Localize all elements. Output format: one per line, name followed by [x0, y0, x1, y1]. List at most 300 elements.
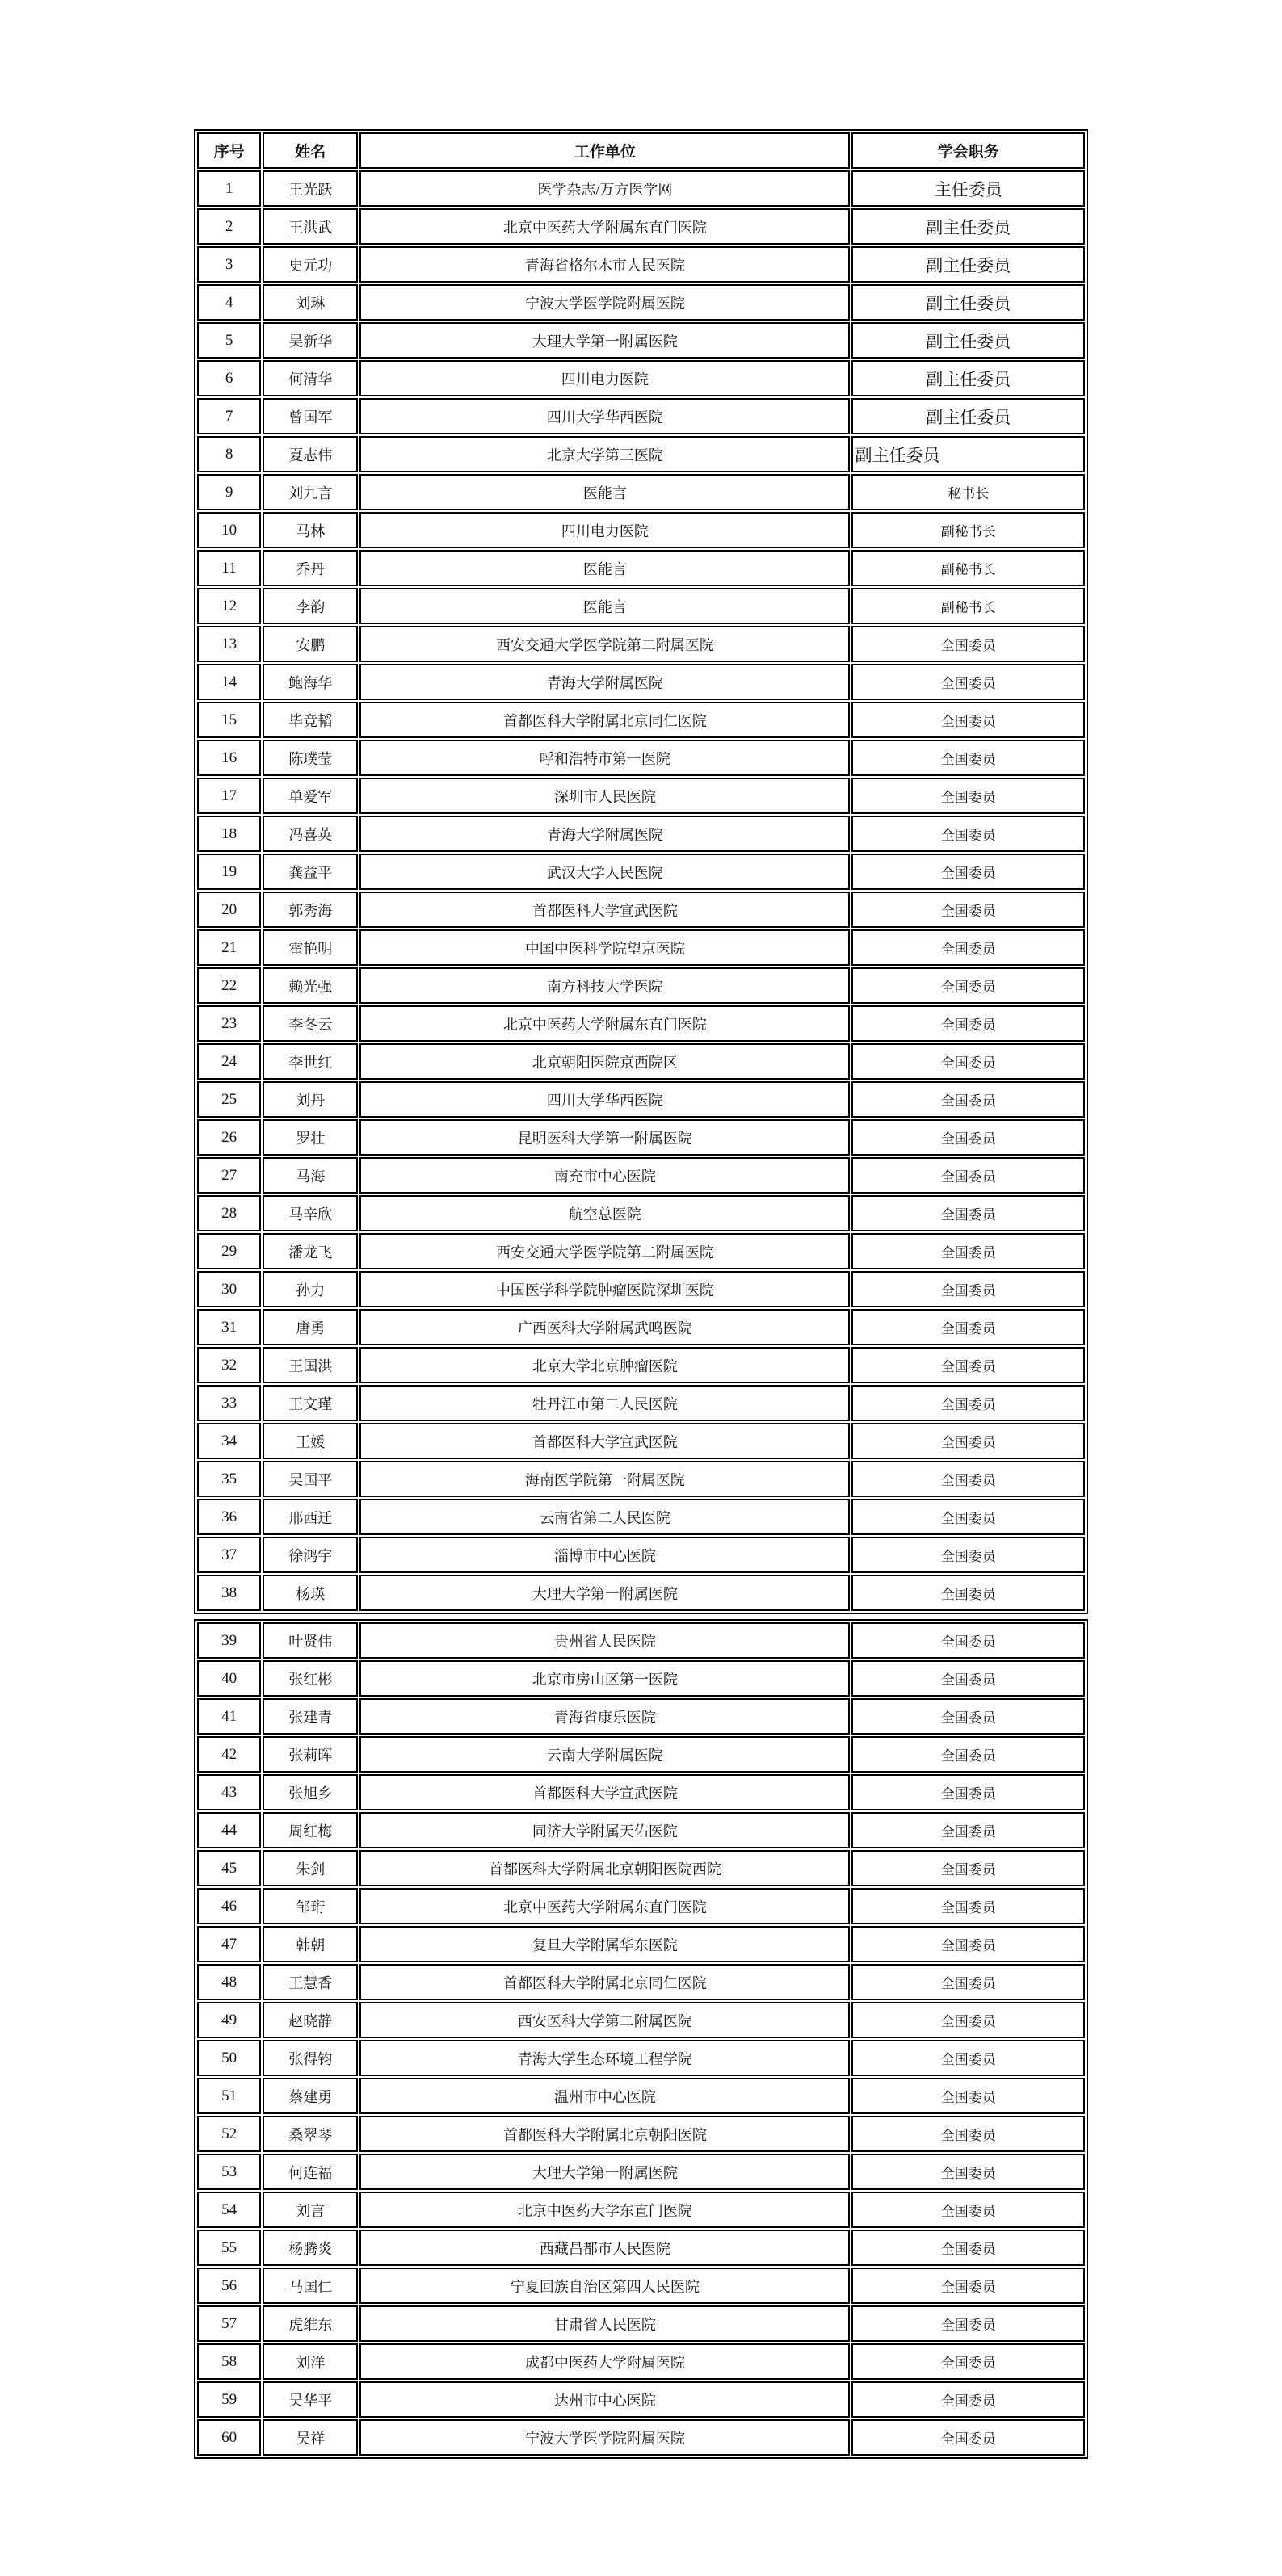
table-row: [197, 2381, 1085, 2418]
table-row: [197, 284, 1085, 321]
member-name-cell: 鲍海华: [263, 664, 358, 700]
work-unit-cell: 医能言: [359, 588, 850, 624]
work-unit-cell: 广西医科大学附属武鸣医院: [359, 1309, 850, 1345]
work-unit-cell: 首都医科大学附属北京同仁医院: [359, 1964, 850, 2000]
work-unit-cell: 四川大学华西医院: [359, 1081, 850, 1118]
member-name-cell: 刘九言: [263, 474, 358, 510]
society-role-cell: 全国委员: [851, 2419, 1085, 2456]
member-name-cell: 单爱军: [263, 778, 358, 814]
member-name-cell: 乔丹: [263, 550, 358, 586]
row-index-cell: 35: [197, 1461, 261, 1497]
society-role-cell: 全国委员: [851, 1195, 1085, 1231]
table-row: [197, 664, 1085, 700]
row-index-cell: 12: [197, 588, 261, 624]
society-role-cell: 全国委员: [851, 778, 1085, 814]
society-role-cell: 全国委员: [851, 967, 1085, 1004]
work-unit-cell: 首都医科大学附属北京朝阳医院: [359, 2116, 850, 2152]
work-unit-cell: 云南大学附属医院: [359, 1736, 850, 1773]
row-index-cell: 16: [197, 740, 261, 776]
member-name-cell: 霍艳明: [263, 929, 358, 966]
work-unit-cell: 中国医学科学院肿瘤医院深圳医院: [359, 1271, 850, 1307]
row-index-cell: 29: [197, 1233, 261, 1269]
row-index-cell: 19: [197, 854, 261, 890]
table-row: [197, 1660, 1085, 1697]
row-index-cell: 45: [197, 1850, 261, 1886]
work-unit-cell: 首都医科大学宣武医院: [359, 1423, 850, 1459]
society-role-cell: 全国委员: [851, 1119, 1085, 1156]
header-cell-index: 序号: [197, 132, 261, 169]
society-role-cell: 全国委员: [851, 626, 1085, 662]
society-role-cell: 全国委员: [851, 2268, 1085, 2304]
society-role-cell: 全国委员: [851, 2040, 1085, 2076]
member-name-cell: 郭秀海: [263, 892, 358, 928]
member-name-cell: 王光跃: [263, 170, 358, 207]
work-unit-cell: 海南医学院第一附属医院: [359, 1461, 850, 1497]
society-role-cell: 全国委员: [851, 1347, 1085, 1383]
row-index-cell: 13: [197, 626, 261, 662]
work-unit-cell: 青海省康乐医院: [359, 1698, 850, 1735]
row-index-cell: 42: [197, 1736, 261, 1773]
society-role-cell: 主任委员: [851, 170, 1085, 207]
society-role-cell: 全国委员: [851, 1005, 1085, 1042]
row-index-cell: 54: [197, 2192, 261, 2228]
row-index-cell: 60: [197, 2419, 261, 2456]
member-name-cell: 王媛: [263, 1423, 358, 1459]
header-cell-society-role: 学会职务: [851, 132, 1085, 169]
table-body-page-2: [197, 1622, 1085, 2456]
member-name-cell: 史元功: [263, 246, 358, 283]
society-role-cell: 全国委员: [851, 1850, 1085, 1886]
work-unit-cell: 北京中医药大学附属东直门医院: [359, 208, 850, 245]
table-row: [197, 1774, 1085, 1810]
table-row: [197, 2040, 1085, 2076]
society-role-cell: 副主任委员: [851, 398, 1085, 434]
society-role-cell: 全国委员: [851, 854, 1085, 890]
table-row: [197, 1043, 1085, 1080]
member-name-cell: 张得钧: [263, 2040, 358, 2076]
table-row: [197, 1195, 1085, 1231]
row-index-cell: 3: [197, 246, 261, 283]
society-role-cell: 全国委员: [851, 1660, 1085, 1697]
work-unit-cell: 首都医科大学附属北京同仁医院: [359, 702, 850, 738]
row-index-cell: 11: [197, 550, 261, 586]
member-name-cell: 杨腾炎: [263, 2230, 358, 2266]
member-name-cell: 马国仁: [263, 2268, 358, 2304]
work-unit-cell: 北京大学北京肿瘤医院: [359, 1347, 850, 1383]
work-unit-cell: 贵州省人民医院: [359, 1622, 850, 1659]
society-role-cell: 全国委员: [851, 1423, 1085, 1459]
table-row: [197, 778, 1085, 814]
table-row: [197, 1926, 1085, 1962]
table-row: [197, 702, 1085, 738]
work-unit-cell: 昆明医科大学第一附属医院: [359, 1119, 850, 1156]
row-index-cell: 59: [197, 2381, 261, 2418]
society-role-cell: 全国委员: [851, 1157, 1085, 1194]
row-index-cell: 33: [197, 1385, 261, 1421]
member-name-cell: 邢西迁: [263, 1499, 358, 1535]
row-index-cell: 9: [197, 474, 261, 510]
member-name-cell: 陈璞莹: [263, 740, 358, 776]
work-unit-cell: 大理大学第一附属医院: [359, 322, 850, 359]
table-row: [197, 1850, 1085, 1886]
row-index-cell: 38: [197, 1575, 261, 1611]
row-index-cell: 50: [197, 2040, 261, 2076]
society-role-cell: 全国委员: [851, 1309, 1085, 1345]
society-role-cell: 全国委员: [851, 1233, 1085, 1269]
society-role-cell: 全国委员: [851, 1926, 1085, 1962]
society-role-cell: 全国委员: [851, 2192, 1085, 2228]
table-row: [197, 1347, 1085, 1383]
work-unit-cell: 宁波大学医学院附属医院: [359, 284, 850, 321]
table-row: [197, 2192, 1085, 2228]
society-role-cell: 全国委员: [851, 1081, 1085, 1118]
table-row: [197, 1385, 1085, 1421]
member-name-cell: 潘龙飞: [263, 1233, 358, 1269]
work-unit-cell: 北京中医药大学附属东直门医院: [359, 1005, 850, 1042]
society-role-cell: 副主任委员: [851, 360, 1085, 396]
society-role-cell: 全国委员: [851, 1575, 1085, 1611]
work-unit-cell: 首都医科大学附属北京朝阳医院西院: [359, 1850, 850, 1886]
row-index-cell: 21: [197, 929, 261, 966]
work-unit-cell: 宁波大学医学院附属医院: [359, 2419, 850, 2456]
member-name-cell: 唐勇: [263, 1309, 358, 1345]
row-index-cell: 43: [197, 1774, 261, 1810]
society-role-cell: 全国委员: [851, 2305, 1085, 2342]
work-unit-cell: 北京中医药大学东直门医院: [359, 2192, 850, 2228]
work-unit-cell: 达州市中心医院: [359, 2381, 850, 2418]
row-index-cell: 32: [197, 1347, 261, 1383]
table-row: [197, 550, 1085, 586]
member-name-cell: 叶贤伟: [263, 1622, 358, 1659]
row-index-cell: 58: [197, 2343, 261, 2380]
society-role-cell: 全国委员: [851, 740, 1085, 776]
row-index-cell: 36: [197, 1499, 261, 1535]
table-row: [197, 1271, 1085, 1307]
work-unit-cell: 南方科技大学医院: [359, 967, 850, 1004]
member-name-cell: 李韵: [263, 588, 358, 624]
row-index-cell: 34: [197, 1423, 261, 1459]
member-name-cell: 何清华: [263, 360, 358, 396]
table-row: [197, 588, 1085, 624]
committee-table-page-2: [194, 1619, 1088, 2459]
work-unit-cell: 航空总医院: [359, 1195, 850, 1231]
member-name-cell: 马辛欣: [263, 1195, 358, 1231]
member-name-cell: 张莉晖: [263, 1736, 358, 1773]
table-row: [197, 246, 1085, 283]
work-unit-cell: 医学杂志/万方医学网: [359, 170, 850, 207]
member-name-cell: 吴华平: [263, 2381, 358, 2418]
header-cell-name: 姓名: [263, 132, 358, 169]
society-role-cell: 全国委员: [851, 1736, 1085, 1773]
row-index-cell: 2: [197, 208, 261, 245]
society-role-cell: 全国委员: [851, 2230, 1085, 2266]
work-unit-cell: 北京朝阳医院京西院区: [359, 1043, 850, 1080]
row-index-cell: 14: [197, 664, 261, 700]
row-index-cell: 20: [197, 892, 261, 928]
member-name-cell: 徐鸿宇: [263, 1537, 358, 1573]
work-unit-cell: 北京大学第三医院: [359, 436, 850, 472]
row-index-cell: 52: [197, 2116, 261, 2152]
society-role-cell: 副主任委员: [851, 246, 1085, 283]
table-row: [197, 854, 1085, 890]
society-role-cell: 全国委员: [851, 1888, 1085, 1924]
society-role-cell: 副主任委员: [851, 284, 1085, 321]
row-index-cell: 8: [197, 436, 261, 472]
document-page: [194, 129, 1282, 2459]
table-row: [197, 1423, 1085, 1459]
work-unit-cell: 淄博市中心医院: [359, 1537, 850, 1573]
table-row: [197, 1812, 1085, 1848]
work-unit-cell: 四川大学华西医院: [359, 398, 850, 434]
work-unit-cell: 医能言: [359, 474, 850, 510]
society-role-cell: 全国委员: [851, 1271, 1085, 1307]
row-index-cell: 6: [197, 360, 261, 396]
member-name-cell: 王洪武: [263, 208, 358, 245]
work-unit-cell: 甘肃省人民医院: [359, 2305, 850, 2342]
work-unit-cell: 同济大学附属天佑医院: [359, 1812, 850, 1848]
row-index-cell: 46: [197, 1888, 261, 1924]
member-name-cell: 吴祥: [263, 2419, 358, 2456]
table-row: [197, 1964, 1085, 2000]
society-role-cell: 全国委员: [851, 1537, 1085, 1573]
table-row: [197, 360, 1085, 396]
society-role-cell: 副主任委员: [851, 436, 1085, 472]
member-name-cell: 虎维东: [263, 2305, 358, 2342]
society-role-cell: 全国委员: [851, 816, 1085, 852]
member-name-cell: 张红彬: [263, 1660, 358, 1697]
table-row: [197, 1575, 1085, 1611]
society-role-cell: 全国委员: [851, 1622, 1085, 1659]
work-unit-cell: 武汉大学人民医院: [359, 854, 850, 890]
member-name-cell: 吴国平: [263, 1461, 358, 1497]
row-index-cell: 10: [197, 512, 261, 548]
work-unit-cell: 四川电力医院: [359, 512, 850, 548]
row-index-cell: 41: [197, 1698, 261, 1735]
table-row: [197, 1736, 1085, 1773]
member-name-cell: 桑翠琴: [263, 2116, 358, 2152]
member-name-cell: 李冬云: [263, 1005, 358, 1042]
work-unit-cell: 温州市中心医院: [359, 2078, 850, 2114]
member-name-cell: 罗壮: [263, 1119, 358, 1156]
work-unit-cell: 北京市房山区第一医院: [359, 1660, 850, 1697]
work-unit-cell: 西安交通大学医学院第二附属医院: [359, 1233, 850, 1269]
society-role-cell: 全国委员: [851, 1964, 1085, 2000]
member-name-cell: 冯喜英: [263, 816, 358, 852]
row-index-cell: 22: [197, 967, 261, 1004]
society-role-cell: 全国委员: [851, 702, 1085, 738]
society-role-cell: 副秘书长: [851, 550, 1085, 586]
work-unit-cell: 呼和浩特市第一医院: [359, 740, 850, 776]
table-row: [197, 967, 1085, 1004]
table-row: [197, 892, 1085, 928]
table-row: [197, 2268, 1085, 2304]
table-row: [197, 2305, 1085, 2342]
work-unit-cell: 南充市中心医院: [359, 1157, 850, 1194]
row-index-cell: 47: [197, 1926, 261, 1962]
member-name-cell: 王国洪: [263, 1347, 358, 1383]
row-index-cell: 23: [197, 1005, 261, 1042]
work-unit-cell: 首都医科大学宣武医院: [359, 892, 850, 928]
row-index-cell: 28: [197, 1195, 261, 1231]
row-index-cell: 18: [197, 816, 261, 852]
row-index-cell: 30: [197, 1271, 261, 1307]
society-role-cell: 全国委员: [851, 1774, 1085, 1810]
society-role-cell: 全国委员: [851, 1385, 1085, 1421]
member-name-cell: 王慧香: [263, 1964, 358, 2000]
table-row: [197, 474, 1085, 510]
member-name-cell: 赖光强: [263, 967, 358, 1004]
table-header: [197, 132, 1085, 169]
row-index-cell: 31: [197, 1309, 261, 1345]
society-role-cell: 副秘书长: [851, 512, 1085, 548]
work-unit-cell: 西安交通大学医学院第二附属医院: [359, 626, 850, 662]
table-row: [197, 2343, 1085, 2380]
table-row: [197, 2002, 1085, 2038]
table-body-page-1: [197, 170, 1085, 1611]
member-name-cell: 李世红: [263, 1043, 358, 1080]
row-index-cell: 40: [197, 1660, 261, 1697]
work-unit-cell: 大理大学第一附属医院: [359, 2154, 850, 2190]
member-name-cell: 何连福: [263, 2154, 358, 2190]
work-unit-cell: 云南省第二人民医院: [359, 1499, 850, 1535]
row-index-cell: 4: [197, 284, 261, 321]
society-role-cell: 全国委员: [851, 2154, 1085, 2190]
row-index-cell: 53: [197, 2154, 261, 2190]
member-name-cell: 韩朝: [263, 1926, 358, 1962]
row-index-cell: 44: [197, 1812, 261, 1848]
row-index-cell: 55: [197, 2230, 261, 2266]
society-role-cell: 全国委员: [851, 929, 1085, 966]
row-index-cell: 7: [197, 398, 261, 434]
member-name-cell: 马海: [263, 1157, 358, 1194]
member-name-cell: 张建青: [263, 1698, 358, 1735]
row-index-cell: 27: [197, 1157, 261, 1194]
row-index-cell: 49: [197, 2002, 261, 2038]
table-row: [197, 1005, 1085, 1042]
work-unit-cell: 四川电力医院: [359, 360, 850, 396]
table-row: [197, 626, 1085, 662]
row-index-cell: 48: [197, 1964, 261, 2000]
society-role-cell: 副主任委员: [851, 322, 1085, 359]
work-unit-cell: 西藏昌都市人民医院: [359, 2230, 850, 2266]
row-index-cell: 15: [197, 702, 261, 738]
society-role-cell: 副主任委员: [851, 208, 1085, 245]
table-row: [197, 2419, 1085, 2456]
table-row: [197, 1622, 1085, 1659]
member-name-cell: 张旭乡: [263, 1774, 358, 1810]
row-index-cell: 5: [197, 322, 261, 359]
member-name-cell: 蔡建勇: [263, 2078, 358, 2114]
table-row: [197, 436, 1085, 472]
member-name-cell: 夏志伟: [263, 436, 358, 472]
society-role-cell: 全国委员: [851, 1499, 1085, 1535]
member-name-cell: 曾国军: [263, 398, 358, 434]
table-row: [197, 1309, 1085, 1345]
society-role-cell: 全国委员: [851, 1698, 1085, 1735]
member-name-cell: 周红梅: [263, 1812, 358, 1848]
society-role-cell: 全国委员: [851, 2002, 1085, 2038]
table-row: [197, 1081, 1085, 1118]
society-role-cell: 全国委员: [851, 2116, 1085, 2152]
society-role-cell: 全国委员: [851, 1812, 1085, 1848]
member-name-cell: 邹珩: [263, 1888, 358, 1924]
society-role-cell: 全国委员: [851, 2343, 1085, 2380]
table-row: [197, 929, 1085, 966]
society-role-cell: 全国委员: [851, 1461, 1085, 1497]
table-row: [197, 1461, 1085, 1497]
table-row: [197, 1888, 1085, 1924]
row-index-cell: 37: [197, 1537, 261, 1573]
work-unit-cell: 青海大学生态环境工程学院: [359, 2040, 850, 2076]
member-name-cell: 杨瑛: [263, 1575, 358, 1611]
member-name-cell: 刘洋: [263, 2343, 358, 2380]
member-name-cell: 朱剑: [263, 1850, 358, 1886]
member-name-cell: 毕竞韬: [263, 702, 358, 738]
row-index-cell: 25: [197, 1081, 261, 1118]
work-unit-cell: 西安医科大学第二附属医院: [359, 2002, 850, 2038]
table-row: [197, 2154, 1085, 2190]
row-index-cell: 24: [197, 1043, 261, 1080]
table-row: [197, 398, 1085, 434]
table-row: [197, 1499, 1085, 1535]
society-role-cell: 全国委员: [851, 2078, 1085, 2114]
member-name-cell: 孙力: [263, 1271, 358, 1307]
work-unit-cell: 大理大学第一附属医院: [359, 1575, 850, 1611]
row-index-cell: 56: [197, 2268, 261, 2304]
work-unit-cell: 牡丹江市第二人民医院: [359, 1385, 850, 1421]
member-name-cell: 刘丹: [263, 1081, 358, 1118]
work-unit-cell: 北京中医药大学附属东直门医院: [359, 1888, 850, 1924]
society-role-cell: 全国委员: [851, 892, 1085, 928]
table-row: [197, 2230, 1085, 2266]
header-cell-work-unit: 工作单位: [359, 132, 850, 169]
table-row: [197, 1537, 1085, 1573]
member-name-cell: 赵晓静: [263, 2002, 358, 2038]
work-unit-cell: 复旦大学附属华东医院: [359, 1926, 850, 1962]
society-role-cell: 副秘书长: [851, 588, 1085, 624]
member-name-cell: 刘琳: [263, 284, 358, 321]
member-name-cell: 王文瑾: [263, 1385, 358, 1421]
work-unit-cell: 医能言: [359, 550, 850, 586]
work-unit-cell: 青海省格尔木市人民医院: [359, 246, 850, 283]
table-row: [197, 1233, 1085, 1269]
table-row: [197, 816, 1085, 852]
row-index-cell: 17: [197, 778, 261, 814]
member-name-cell: 刘言: [263, 2192, 358, 2228]
row-index-cell: 1: [197, 170, 261, 207]
table-header-row: [197, 132, 1085, 169]
work-unit-cell: 宁夏回族自治区第四人民医院: [359, 2268, 850, 2304]
work-unit-cell: 青海大学附属医院: [359, 664, 850, 700]
member-name-cell: 安鹏: [263, 626, 358, 662]
table-row: [197, 1698, 1085, 1735]
table-row: [197, 1119, 1085, 1156]
society-role-cell: 秘书长: [851, 474, 1085, 510]
table-row: [197, 208, 1085, 245]
society-role-cell: 全国委员: [851, 2381, 1085, 2418]
table-row: [197, 2078, 1085, 2114]
table-row: [197, 322, 1085, 359]
row-index-cell: 39: [197, 1622, 261, 1659]
table-row: [197, 512, 1085, 548]
table-row: [197, 170, 1085, 207]
committee-table-page-1: [194, 129, 1088, 1614]
society-role-cell: 全国委员: [851, 664, 1085, 700]
society-role-cell: 全国委员: [851, 1043, 1085, 1080]
work-unit-cell: 中国中医科学院望京医院: [359, 929, 850, 966]
work-unit-cell: 首都医科大学宣武医院: [359, 1774, 850, 1810]
row-index-cell: 57: [197, 2305, 261, 2342]
